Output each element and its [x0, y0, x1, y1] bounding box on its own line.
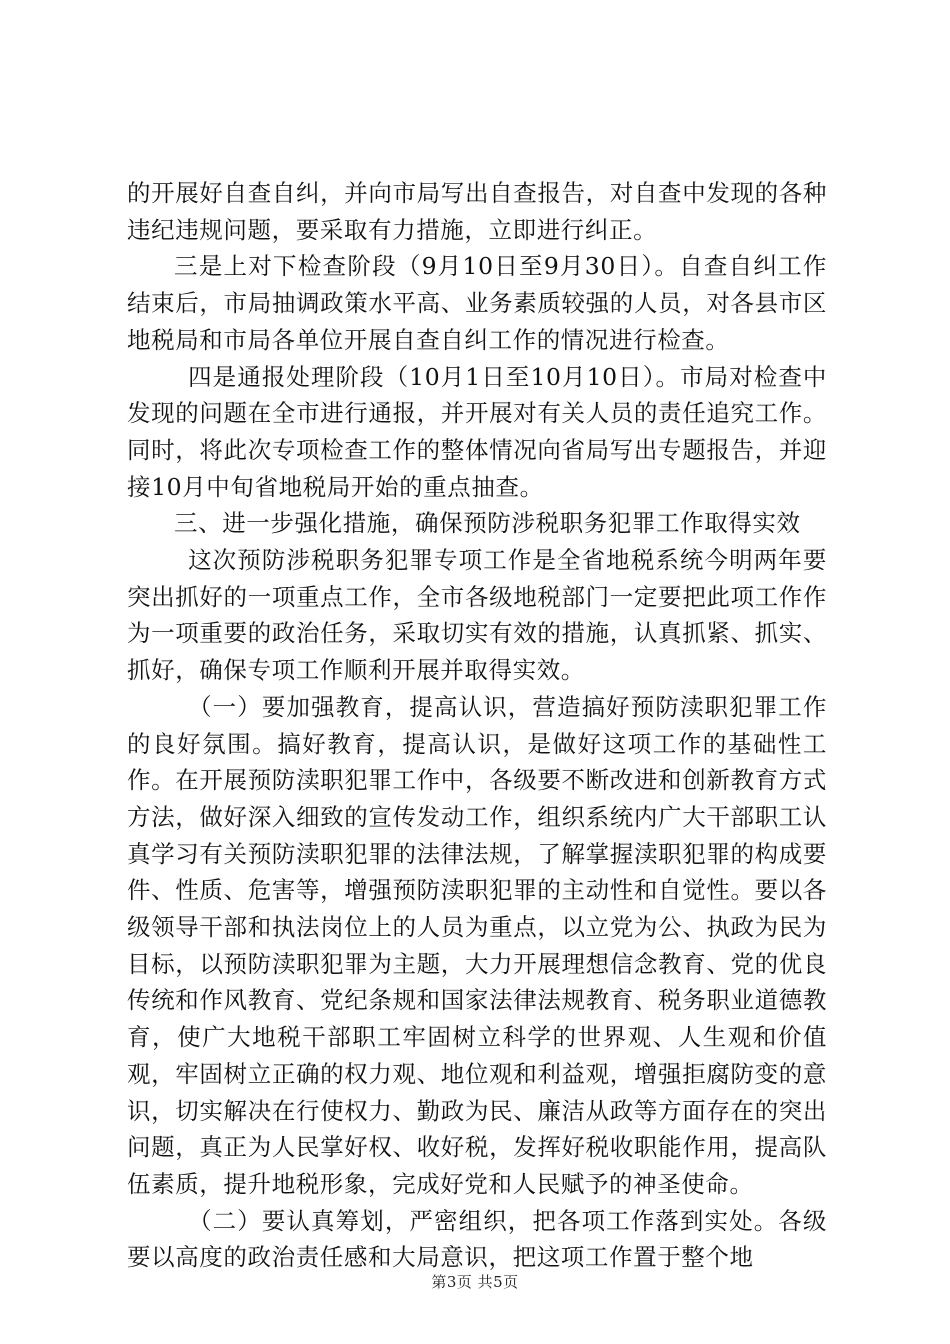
paragraph-item-one: （一）要加强教育，提高认识，营造搞好预防渎职犯罪工作的良好氛围。搞好教育，提高认识，是做好这项工作的基础性工作。在开展预防渎职犯罪工作中，各级要不断改进和创新教育方式方法，做好深入细致的宣传发动工作，组织系统内广大干部职工认真学习有关预防渎职犯罪的法律法规，了解掌握渎职犯罪的构成要件、性质、危害等，增强预防渎职犯罪的主动性和自觉性。要以各级领导干部和执法岗位上的人员为重点，以立党为公、执政为民为目标，以预防渎职犯罪为主题，大力开展理想信念教育、党的优良传统和作风教育、党纪条规和国家法律法规教育、税务职业道德教育，使广大地税干部职工牢固树立科学的世界观、人生观和价值观，牢固树立正确的权力观、地位观和利益观，增强拒腐防变的意识，切实解决在行使权力、勤政为民、廉洁从政等方面存在的突出问题，真正为人民掌好权、收好税，发挥好税收职能作用，提高队伍素质，提升地税形象，完成好党和人民赋予的神圣使命。: [127, 692, 827, 1198]
paragraph-item-two: （二）要认真筹划，严密组织，把各项工作落到实处。各级要以高度的政治责任感和大局意识，把这项工作置于整个地: [127, 1206, 827, 1272]
paragraph-stage-four: 四是通报处理阶段（10月1日至10月10日）。市局对检查中发现的问题在全市进行通报，并开展对有关人员的责任追究工作。同时，将此次专项检查工作的整体情况向省局写出专题报告，并迎接10月中旬省地税局开始的重点抽查。: [127, 362, 827, 501]
paragraph-continuation: 的开展好自查自纠，并向市局写出自查报告，对自查中发现的各种违纪违规问题，要采取有力措施，立即进行纠正。: [127, 179, 827, 244]
page-footer: [0, 1271, 950, 1292]
document-body: [127, 175, 827, 1276]
section-heading-three: 三、进一步强化措施，确保预防涉税职务犯罪工作取得实效: [174, 509, 801, 538]
paragraph-overview: 这次预防涉税职务犯罪专项工作是全省地税系统今明两年要突出抓好的一项重点工作，全市各级地税部门一定要把此项工作作为一项重要的政治任务，采取切实有效的措施，认真抓紧、抓实、抓好，确保专项工作顺利开展并取得实效。: [127, 546, 827, 685]
paragraph-stage-three: 三是上对下检查阶段（9月10日至9月30日）。自查自纠工作结束后，市局抽调政策水平高、业务素质较强的人员，对各县市区地税局和市局各单位开展自查自纠工作的情况进行检查。: [127, 252, 827, 354]
page-number: 第3页 共5页: [431, 1273, 519, 1291]
